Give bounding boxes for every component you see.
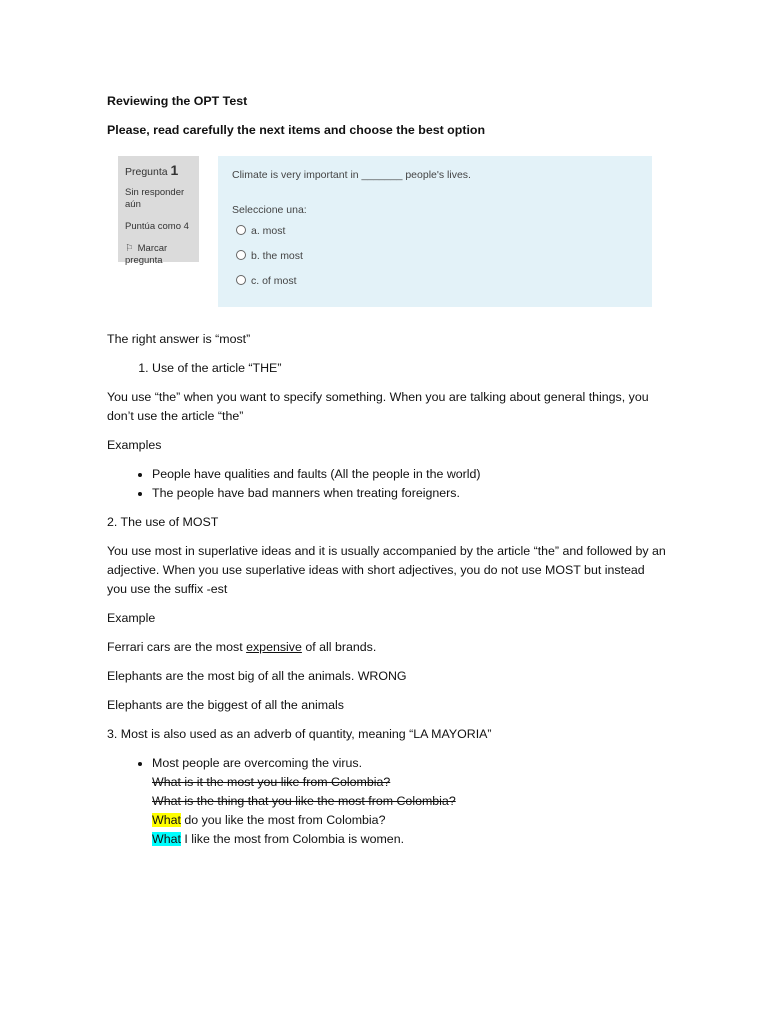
radio-c[interactable] [236, 275, 246, 285]
question-text: Climate is very important in _______ people's lives. [232, 169, 471, 181]
highlight-what-cyan: What [152, 832, 181, 846]
question-content-panel [218, 156, 652, 307]
struck-sentence-1: What is it the most you like from Colombia? [152, 775, 391, 789]
section3-heading: 3. Most is also used as an adverb of quantity, meaning “LA MAYORIA” [107, 727, 492, 741]
examples-label: Examples [107, 438, 162, 452]
doc-title: Reviewing the OPT Test [107, 94, 248, 108]
right-answer: The right answer is “most” [107, 332, 251, 346]
section1-heading-list [107, 359, 667, 378]
section2-heading: 2. The use of MOST [107, 515, 219, 529]
question-info-panel [118, 156, 199, 266]
section2-paragraph: You use most in superlative ideas and it is usually accompanied by the article “the” and followed by an adjective. When you use superlative ideas with short adjectives, you do not use MOST but instead you use the suffix -est [107, 544, 666, 596]
list-item: • The people have bad manners when treating foreigners. [152, 484, 667, 503]
example-elephants-right: Elephants are the biggest of all the animals [107, 698, 344, 712]
question-status: Sin responder aún [125, 187, 185, 210]
question-number: Pregunta 1 [125, 162, 179, 178]
section1-heading: 1. Use of the article “THE” [152, 359, 667, 378]
section1-bullets [107, 465, 667, 503]
section1-paragraph: You use “the” when you want to specify something. When you are talking about general things, you don’t use the article “the” [107, 390, 649, 423]
flag-icon: ⚐ [125, 243, 134, 254]
option-a[interactable]: a. most [236, 224, 285, 238]
highlight-what-yellow: What [152, 813, 181, 827]
section3-bullets [107, 754, 667, 849]
select-label: Seleccione una: [232, 204, 307, 216]
quiz-screenshot [107, 156, 667, 311]
document-page [107, 92, 667, 859]
example-elephants-wrong: Elephants are the most big of all the animals. WRONG [107, 669, 407, 683]
doc-instruction: Please, read carefully the next items and choose the best option [107, 123, 486, 137]
example-label: Example [107, 611, 156, 625]
radio-a[interactable] [236, 225, 246, 235]
option-b[interactable]: b. the most [236, 249, 303, 263]
list-item: • Most people are overcoming the virus. What is it the most you like from Colombia? What is the thing that you like the most from Colombia? What do you like the most from Colombia? What I like the most from Colombia is women. [152, 754, 667, 849]
flag-question-link[interactable]: ⚐ Marcar pregunta [125, 243, 168, 266]
list-item: • People have qualities and faults (All the people in the world) [152, 465, 667, 484]
example-ferrari: Ferrari cars are the most expensive of all brands. [107, 640, 377, 654]
radio-b[interactable] [236, 250, 246, 260]
struck-sentence-2: What is the thing that you like the most from Colombia? [152, 794, 456, 808]
question-score: Puntúa como 4 [125, 221, 189, 232]
option-c[interactable]: c. of most [236, 274, 297, 288]
